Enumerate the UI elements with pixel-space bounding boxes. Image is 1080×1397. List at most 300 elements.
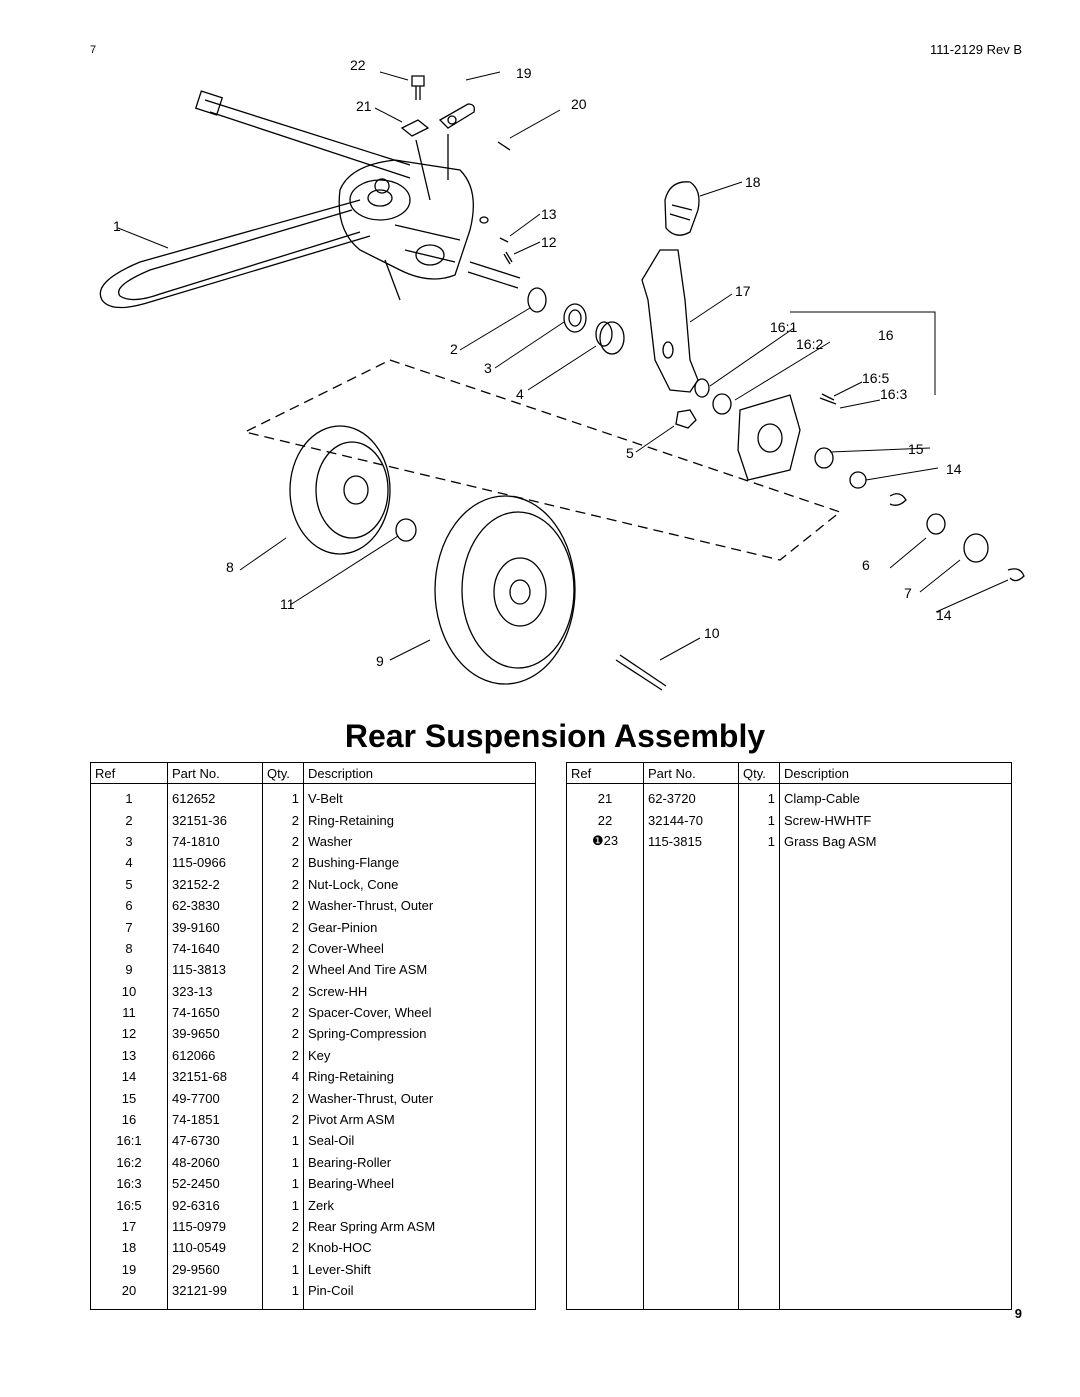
table-row [91,1130,536,1151]
callout-label: 13 [541,206,557,222]
cell-part: 115-0979 [168,1216,263,1237]
cell-desc: Bearing-Roller [304,1152,536,1173]
table-row [91,895,536,916]
cell-ref: 18 [121,1240,137,1256]
zerk-drawing [820,394,836,404]
empty-cell [567,1002,644,1023]
pin-coil-drawing [498,142,510,150]
table-row [567,1173,1012,1194]
callout-label: 20 [571,96,587,112]
callout-label: 1 [113,218,121,234]
cell-ref: 21 [597,791,613,807]
table-row [567,1280,1012,1310]
empty-cell [780,895,1012,916]
table-row [91,809,536,830]
empty-cell [644,1130,739,1151]
page-title: Rear Suspension Assembly [344,718,766,754]
empty-cell [644,938,739,959]
callout-label: 16:1 [770,319,798,335]
callout-label: 5 [626,445,634,461]
cell-ref: 9 [125,962,133,978]
empty-cell [780,1087,1012,1108]
cell-part: 39-9650 [168,1023,263,1044]
empty-cell [780,1152,1012,1173]
table-row [567,1109,1012,1130]
transmission-drawing [339,160,473,300]
empty-cell [739,1023,780,1044]
empty-cell [780,1130,1012,1151]
callout-label: 8 [226,559,234,575]
callout-label: 16:3 [880,386,908,402]
table-row [91,831,536,852]
cell-ref: 17 [121,1219,137,1234]
wheel-tire-drawing [435,496,575,684]
table-row [91,981,536,1002]
cell-qty: 2 [263,981,304,1002]
table-row [567,1045,1012,1066]
empty-cell [644,1237,739,1258]
table-row [91,959,536,980]
cell-desc: Knob-HOC [304,1237,536,1258]
empty-cell [780,1109,1012,1130]
table-row [91,852,536,873]
empty-cell [644,1002,739,1023]
header-part-no: Part No. [168,763,263,784]
cell-part: 32152-2 [168,874,263,895]
cell-desc: Washer [304,831,536,852]
table-row [91,874,536,895]
empty-cell [567,1109,644,1130]
cell-desc: Nut-Lock, Cone [304,874,536,895]
empty-cell [644,916,739,937]
knob-drawing [665,182,699,235]
empty-cell [567,1087,644,1108]
empty-cell [739,1045,780,1066]
table-row [567,1194,1012,1215]
thrust-washer-15-drawing [815,448,833,468]
empty-cell [644,1152,739,1173]
empty-cell [567,874,644,895]
callout-label: 18 [745,174,761,190]
empty-cell [739,1109,780,1130]
cell-desc: Lever-Shift [304,1259,536,1280]
table-row [567,784,1012,810]
cell-ref: 16 [121,1112,137,1128]
cell-part: 115-3813 [168,959,263,980]
table-row [567,852,1012,873]
pivot-arm-drawing [738,395,800,480]
empty-cell [780,1023,1012,1044]
cell-ref: 12 [121,1026,137,1042]
empty-cell [780,1066,1012,1087]
cell-part: 32144-70 [644,809,739,830]
empty-cell [739,874,780,895]
cell-part: 32151-68 [168,1066,263,1087]
cell-ref: 16:1 [116,1133,142,1149]
table-row [91,1173,536,1194]
cell-desc: Washer-Thrust, Outer [304,895,536,916]
cell-ref: 8 [125,940,133,956]
cell-qty: 2 [263,809,304,830]
empty-cell [780,852,1012,873]
washer-drawing [564,304,586,332]
empty-cell [780,874,1012,895]
table-row [91,1066,536,1087]
cell-ref: 19 [121,1261,137,1277]
cell-qty: 2 [263,1002,304,1023]
header-description: Description [780,763,1012,784]
callout-label: 10 [704,625,720,641]
empty-cell [567,1173,644,1194]
clamp-21-drawing [402,120,428,136]
cell-part: 115-0966 [168,852,263,873]
empty-cell [739,1259,780,1280]
empty-cell [780,1237,1012,1258]
cell-qty: 1 [263,1173,304,1194]
cell-desc: Ring-Retaining [304,809,536,830]
cell-qty: 2 [263,1045,304,1066]
empty-cell [739,1216,780,1237]
empty-cell [780,1173,1012,1194]
cell-ref: 16:5 [116,1197,142,1213]
shift-lever-drawing [440,104,474,128]
empty-cell [567,1130,644,1151]
empty-cell [780,1280,1012,1310]
cell-part: 612652 [168,784,263,810]
callout-label: 11 [280,596,295,612]
empty-cell [567,916,644,937]
cell-ref: 16:3 [116,1176,142,1192]
table-row [567,1087,1012,1108]
header-qty: Qty. [739,763,780,784]
empty-cell [567,1152,644,1173]
empty-cell [739,852,780,873]
header-ref: Ref [567,763,644,784]
cell-ref: 14 [121,1069,137,1085]
empty-cell [780,1002,1012,1023]
cell-part: 32151-36 [168,809,263,830]
empty-cell [567,852,644,873]
cell-qty: 2 [263,1023,304,1044]
callout-label: 16:2 [796,336,824,352]
cell-qty: 1 [263,1152,304,1173]
cell-desc: Wheel And Tire ASM [304,959,536,980]
cell-qty: 2 [263,916,304,937]
empty-cell [567,1259,644,1280]
cell-ref: 16:2 [116,1154,142,1170]
cell-desc: Screw-HH [304,981,536,1002]
callout-label: 14 [936,607,952,623]
empty-cell [739,1130,780,1151]
cell-qty: 2 [263,1087,304,1108]
cell-ref: 10 [121,983,137,999]
cell-desc: Cover-Wheel [304,938,536,959]
table-row [567,981,1012,1002]
spring-drawing [504,252,512,264]
pinion-gear-drawing [964,534,988,562]
callout-label: 2 [450,341,458,357]
cell-part: 612066 [168,1045,263,1066]
table-row [91,916,536,937]
empty-cell [780,981,1012,1002]
empty-cell [644,1045,739,1066]
table-row [91,1109,536,1130]
empty-cell [739,895,780,916]
cell-part: 62-3830 [168,895,263,916]
table-row [567,1066,1012,1087]
empty-cell [567,1045,644,1066]
cell-desc: V-Belt [304,784,536,810]
table-row [567,809,1012,830]
table-row [567,1002,1012,1023]
empty-cell [644,895,739,916]
cell-qty: 1 [739,784,780,810]
empty-cell [644,852,739,873]
table-row [91,1152,536,1173]
empty-cell [739,1066,780,1087]
cell-desc: Clamp-Cable [780,784,1012,810]
empty-cell [567,1194,644,1215]
table-header-row [91,763,536,784]
cell-part: 32121-99 [168,1280,263,1310]
cell-desc: Rear Spring Arm ASM [304,1216,536,1237]
header-ref: Ref [91,763,168,784]
table-row [567,1152,1012,1173]
empty-cell [739,959,780,980]
empty-cell [567,1280,644,1310]
empty-cell [739,1087,780,1108]
cell-ref: 22 [597,812,613,828]
cell-qty: 2 [263,959,304,980]
cell-qty: 1 [739,809,780,830]
cell-part: 110-0549 [168,1237,263,1258]
cell-qty: 2 [263,852,304,873]
empty-cell [644,1109,739,1130]
empty-cell [644,959,739,980]
empty-cell [567,895,644,916]
callout-label: 16 [878,327,894,343]
empty-cell [644,1066,739,1087]
header-qty: Qty. [263,763,304,784]
callout-label: 4 [516,386,524,402]
empty-cell [644,1173,739,1194]
cell-qty: 2 [263,874,304,895]
cell-desc: Ring-Retaining [304,1066,536,1087]
table-row [91,1023,536,1044]
table-row [91,1237,536,1258]
cell-part: 74-1640 [168,938,263,959]
cell-qty: 1 [263,1259,304,1280]
cell-part: 39-9160 [168,916,263,937]
cell-desc: Screw-HWHTF [780,809,1012,830]
cell-ref: 7 [125,919,133,935]
oil-seal-drawing [695,379,709,397]
empty-cell [739,1237,780,1258]
table-header-row [567,763,1012,784]
cell-desc: Bushing-Flange [304,852,536,873]
empty-cell [567,981,644,1002]
table-row [91,1280,536,1310]
empty-cell [567,1023,644,1044]
table-row [91,938,536,959]
document-revision: 111-2129 Rev B [929,42,1022,57]
cell-qty: 2 [263,938,304,959]
empty-cell [567,938,644,959]
cell-part: 49-7700 [168,1087,263,1108]
table-row [567,916,1012,937]
table-row [91,1087,536,1108]
empty-cell [780,1216,1012,1237]
cell-desc: Gear-Pinion [304,916,536,937]
empty-cell [780,1259,1012,1280]
callout-label: 16:5 [862,370,890,386]
callout-label: 9 [376,653,384,669]
table-row [567,959,1012,980]
header-part-no: Part No. [644,763,739,784]
page-number: 9 [1014,1306,1022,1321]
empty-cell [567,1066,644,1087]
cell-ref: 20 [121,1283,137,1299]
cell-part: 74-1650 [168,1002,263,1023]
cell-qty: 1 [263,1280,304,1310]
lock-nut-drawing [676,410,696,428]
empty-cell [644,1259,739,1280]
empty-cell [644,981,739,1002]
cell-desc: Zerk [304,1194,536,1215]
cell-ref: 6 [125,898,133,914]
callout-label: 19 [516,65,532,81]
table-row [567,1259,1012,1280]
table-row [567,1130,1012,1151]
cell-part: 74-1851 [168,1109,263,1130]
cell-qty: 1 [263,1194,304,1215]
washer-6-drawing [927,514,945,534]
table-row [91,784,536,810]
cell-qty: 4 [263,1066,304,1087]
cell-part: 74-1810 [168,831,263,852]
empty-cell [780,1194,1012,1215]
spacer-drawing [396,519,416,541]
parts-table-right [566,762,1012,1310]
empty-cell [739,1152,780,1173]
table-row [91,1216,536,1237]
empty-cell [644,1087,739,1108]
header-description: Description [304,763,536,784]
cell-desc: Pivot Arm ASM [304,1109,536,1130]
cell-part: 29-9560 [168,1259,263,1280]
table-row [567,874,1012,895]
empty-cell [644,874,739,895]
callout-label: 7 [904,585,912,601]
cell-qty: 2 [263,895,304,916]
callout-label: 6 [862,557,870,573]
empty-cell [644,1216,739,1237]
empty-cell [739,938,780,959]
table-row [91,1194,536,1215]
empty-cell [739,981,780,1002]
cell-ref: 2 [125,812,133,828]
callout-label: 12 [541,234,557,250]
cell-qty: 2 [263,1109,304,1130]
empty-cell [780,938,1012,959]
cell-part: 115-3815 [644,831,739,852]
parts-table-left [90,762,536,1310]
empty-cell [739,1173,780,1194]
cell-qty: 1 [739,831,780,852]
table-row [567,895,1012,916]
spring-arm-drawing [642,250,698,392]
callout-label: 22 [350,57,366,73]
cell-part: 52-2450 [168,1173,263,1194]
screw-22-drawing [412,76,424,100]
callout-label: 14 [946,461,962,477]
cell-ref: 5 [125,876,133,892]
cell-part: 47-6730 [168,1130,263,1151]
empty-cell [567,1216,644,1237]
table-row [91,1259,536,1280]
axle-drawing [468,262,520,288]
cell-desc: Spring-Compression [304,1023,536,1044]
table-row [567,1216,1012,1237]
wheel-cover-drawing [290,426,390,554]
screw-hh-drawing [616,655,666,690]
cell-desc: Bearing-Wheel [304,1173,536,1194]
table-row [91,1045,536,1066]
empty-cell [644,1023,739,1044]
table-row [91,1002,536,1023]
cell-qty: 2 [263,1216,304,1237]
table-row [567,938,1012,959]
empty-cell [739,1194,780,1215]
cell-qty: 1 [263,784,304,810]
cell-desc: Washer-Thrust, Outer [304,1087,536,1108]
empty-cell [739,1280,780,1310]
cell-ref: 11 [122,1005,136,1021]
cell-ref: ❶23 [591,833,619,849]
empty-cell [567,1237,644,1258]
page-left-number: 7 [90,44,97,56]
empty-cell [739,1002,780,1023]
cell-desc: Pin-Coil [304,1280,536,1310]
empty-cell [780,1045,1012,1066]
cell-desc: Seal-Oil [304,1130,536,1151]
cell-desc: Key [304,1045,536,1066]
empty-cell [780,959,1012,980]
empty-cell [567,959,644,980]
table-row [567,1023,1012,1044]
cell-part: 48-2060 [168,1152,263,1173]
cell-qty: 2 [263,1237,304,1258]
cell-qty: 1 [263,1130,304,1151]
cell-desc: Spacer-Cover, Wheel [304,1002,536,1023]
cell-part: 323-13 [168,981,263,1002]
cell-desc: Grass Bag ASM [780,831,1012,852]
cell-part: 62-3720 [644,784,739,810]
callout-label: 17 [735,283,751,299]
retaining-ring-drawing [528,288,546,312]
cell-ref: 1 [125,791,133,807]
cell-ref: 4 [125,855,133,871]
empty-cell [644,1280,739,1310]
cell-ref: 15 [121,1090,137,1106]
callout-label: 15 [908,441,924,457]
callout-label: 21 [356,98,372,114]
empty-cell [780,916,1012,937]
cell-qty: 2 [263,831,304,852]
empty-cell [739,916,780,937]
drive-shaft-drawing [205,100,410,178]
table-row [567,1237,1012,1258]
